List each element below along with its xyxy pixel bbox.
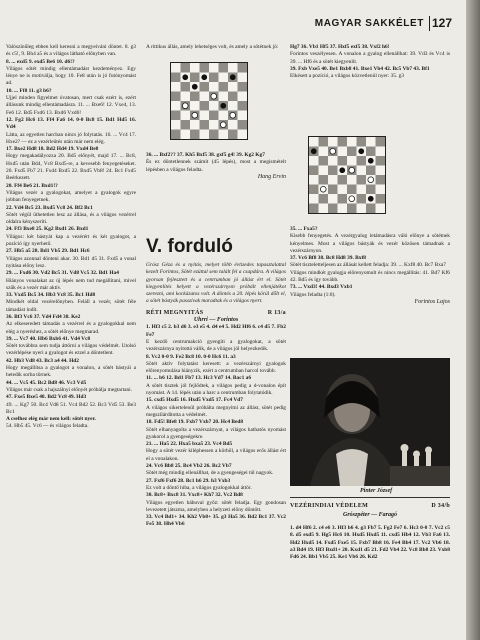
paragraph: Mindkét oldal vezérelőnyben. Feláll a vezér, sötét féle támadást indít. xyxy=(6,299,136,313)
paragraph: Sötét még mindig ellenállhat, de a gyengeségei túl nagyok. xyxy=(146,470,274,477)
paragraph: Sötét tiszteletteljesen az állását kellett feladja: 39. ... Kxf8 40. Bc7 Bxa7 xyxy=(290,262,446,269)
paragraph: Látta, az egyetlen harcban nincs jó folytatás. 16. ... Vc4 17. Hxe2? — ez a vezérleütés után már nem elég. xyxy=(6,131,136,145)
portrait-image xyxy=(290,358,450,486)
eco-code: R 13/a xyxy=(267,309,286,316)
move-line: 12. Fg2 Hc6 13. Ff4 Fa6 14. 0-0 Bc8 15. Bd1 Hd5 16. Vd4 xyxy=(6,116,136,131)
move-line: 47. Fxe5 Bxe5 48. Bd2 Vc8 49. Hd3 xyxy=(6,394,87,401)
paragraph: Hiányos vonalakat az új lépés nem tud megállítani, mivel szűk és a vezér már aktív. xyxy=(6,277,136,291)
paragraph: Ez volt a döntő hiba, a világos gyalogokkal áttör. xyxy=(146,484,252,491)
page-edge-shadow xyxy=(466,0,480,640)
author-signature: Forintos Lajos xyxy=(414,298,450,305)
paragraph: Világos vezér a gyalogokat, amelyet a gyalogok egyre jobban fenyegetnek. xyxy=(6,189,136,204)
move-line: 20. Ff4 Be6 21. Bxd1!? xyxy=(6,182,58,189)
player-photo xyxy=(290,358,450,486)
move-line: 33. Vc4 Bd1+ 34. Kh2 Vb8+ 35. g3 Ha5 36. Bd2 Bc1 37. Vc2 Fe5 38. Hh4 Vb6 xyxy=(146,514,286,528)
paragraph: Az elkeseredett támadás a vezérrel és a gyalogokkal nem elég a nyeréshez, a sötét előnye megmarad. xyxy=(6,321,136,335)
move-line: 22. Vd4 Bc5 23. Bxd5 Vc8 24. Bf2 Bc1 xyxy=(6,204,93,211)
paragraph: Világos egyetlen bábuval győz: sötét feladja. Egy gondosan levezetett játszma, amelyben a helyzeti előny döntött. xyxy=(146,499,286,513)
paragraph: Elkésett a pozíció, a világos közvetlenül nyer: 35. g3 xyxy=(290,73,405,80)
move-line: 11. ... b6 12. Bd1 Fb7 13. Hc3 Vd7 14. Bac1 a6 xyxy=(146,375,252,382)
chessboard-grid xyxy=(171,63,247,139)
paragraph: E kezdő centrumakció gyengíti a gyalogokat, a sötét vezérszárnya nyitottá válik, de a világos jól helyezkedik. xyxy=(146,338,286,353)
photo-caption: Pinter József xyxy=(360,488,393,494)
section-divider xyxy=(290,497,450,498)
page-header xyxy=(0,14,466,34)
move-line: 36. Bf3 Vc6 37. Vd4 Fd4 38. Ke2 xyxy=(6,313,81,320)
opening-name: RÉTI MEGNYITÁS xyxy=(146,309,204,316)
header-divider xyxy=(429,16,431,31)
players-line: Uhrri — Forintos xyxy=(193,317,239,324)
chess-diagram xyxy=(308,136,386,214)
move-line: 8. ... exd5 9. exd5 Be6 10. d6!? xyxy=(6,58,75,65)
intro-paragraph: Grósz Géza és a nyitás, melyet több évtizedes tapasztalattal kezelt Forintos, Sötét ezúttal sem talált fel a csapdára. A világos gyorsan fejlesztett és a centrumban jó állást ért el. Sötét kiegyenlítés helyett a vezérszárnyon próbált ellenjátékot szerezni, ami kockázatos volt. A döntés a 20. lépés körül dőlt el, a sötét bástyák passzívak maradtak és a világos nyert. xyxy=(146,262,286,305)
move-line: A cselhez elég már nem kell: sötét nyer. xyxy=(6,416,96,423)
move-line: 39. Fxb Vxe5 40. Be1 Bxb8 41. Bxe1 Vb4 42. Bc5 Vb7 43. Bf1 xyxy=(290,65,430,72)
column-left xyxy=(6,44,136,638)
move-line: 10. ... Ff8 11. g3 b6? xyxy=(6,87,52,94)
paragraph: Ujjel minden figyelmet óvatosan, mert csak ezért is, ezért állásunk mindig ellentámadásra. 11. ... Bxe6! 12. Vxe4, 13. Fe6 12. Bd5 Fxd6 13. Bxd6 Vxd6! xyxy=(6,95,136,116)
move-line: 36. ... Bxf2?? 37. Kh5 Bxf5 38. gxf5 g4! 39. Kg2 Kg7 xyxy=(146,152,265,158)
opening-heading xyxy=(146,310,286,317)
move-line: 29. ... Fxd6 30. Vd2 Bc5 31. Vd8 Vc5 32. Bd1 Ha4 xyxy=(6,270,119,277)
column-right-top xyxy=(290,44,450,126)
paragraph: A sötét tisztek jól fejlődtek, a világos pedig a d-vonalon épít nyomást. A 14. lépés után a harc a centrumban folytatódik. xyxy=(146,382,286,397)
paragraph: Hogy a sötét vezér kiléphessen a körből, a világos erős állást ért el a vonalakon. xyxy=(146,448,286,462)
move-line: 8. Vc2 0-0 9. Fe2 Bc8 10. 0-0 Hc6 11. a3 xyxy=(146,353,236,360)
column-right-annotation xyxy=(290,226,450,354)
paragraph: Világos feladta (1:0). xyxy=(290,291,336,298)
move-line: 39. ... Vc7 40. Hb6 Bxb6 41. Vd4 Vc8 xyxy=(6,335,91,342)
paragraph: Világos sötét mindig ellentámadást kezdeményez. Egy lénye ne is motiválja, hogy 10. Fe8 után is jó futónyomást ad. xyxy=(6,65,136,87)
magazine-title: MAGYAR SAKKÉLET xyxy=(314,18,424,29)
paragraph: Sötét végül üthetetlen lesz az állása, és a világos vezérrel oldalra kényszeríti. xyxy=(6,211,136,226)
move-line: 15. cxd5 Hxd5 16. Hxd5 Vxd5 17. Fc4 Vd7 xyxy=(146,397,243,404)
move-line: 1. Hf3 c5 2. b3 d6 3. e3 e5 4. d4 e4 5. Hd2 Hf6 6. c4 d5 7. Fb2 Fe7 xyxy=(146,324,286,338)
column-middle-top xyxy=(146,44,286,62)
chess-diagram xyxy=(170,62,248,140)
move-line: 17. Bxe2 Hd8 18. Bd2 Hd4 19. Vxd4 Be8 xyxy=(6,146,99,153)
paragraph: 49. ... Kg7 50. Bc4 Vd8 51. Vc4 Bd2 52. Bc3 Vd5 53. Be3 Bc1 xyxy=(6,401,136,415)
move-line: 44. ... Vc5 45. Bc2 Bd8 46. Vc3 Vd5 xyxy=(6,379,87,386)
paragraph: A világos sikertelenül próbálta megnyitni az állást, sötét pedig megszilárdította a védelmét. xyxy=(146,404,286,418)
paragraph: Sötét elhanyagolta a vezérszárnyat, a világos hathatós nyomást gyakorol a gyengeségekre. xyxy=(146,426,286,440)
paragraph: Hogy megakadályozza 20. Bd5 előnyét, majd 17. ... Bc8, Hxd5 után Bd4, Vc8 Bxd5-re, a kevesebb fenyegetéseket. 20. Fxd5 Fb7 21. Fxd4 Bxd5 22. Bxd5 Vb8! 24. Bc1 Fxd5 Beérkezett. xyxy=(6,153,136,182)
paragraph: Hogy megállítsa a gyalogot a vonalon, a sötét bástyái a hetedik sorba törnek. xyxy=(6,365,136,379)
opening-heading xyxy=(290,503,450,510)
move-line: 37. Vc6 Bf8 38. Bc8 Hd8 39. Bxf8 xyxy=(290,255,366,262)
round-heading: V. forduló xyxy=(146,236,233,257)
move-line: Hg7 36. Vb1 Hf5 37. Hxf5 exf5 38. Vxf2 h6! xyxy=(290,44,390,50)
chessboard-grid xyxy=(309,137,385,213)
move-line: 27. Fxf6 Fxf6 28. Bc1 h6 29. h3 Vxb3 xyxy=(146,477,231,484)
paragraph: Világos már csak a hajszálnyi előnyét próbálja megtartani. xyxy=(6,386,133,393)
move-line: 24. Vc6 Bb8 25. Bc4 Vb2 26. Bc2 Vb7 xyxy=(146,463,232,470)
paragraph: Sötét aktív folytatást keresett: a vezérszárnyi gyalogok előrenyomulása hiányzik, ezért a centrumban harcol tovább. xyxy=(146,360,286,375)
paragraph: Sötét továbbra sem tudja áttörni a világos védelmét. Utolsó vezérlépése nyeri a gyalogot és ezzel a döntetlent. xyxy=(6,343,136,357)
paragraph: Világos azonnal dönteni akar. 30. Bd1 d5 31. Fxd5 a vonal nyitása előny lesz. xyxy=(6,255,136,269)
paragraph: Forintos veszélyesen. A vonalon a gyalog ellenállhat: 39. Vd3 és Vc4 is 39. ... Hf6 és a sötét kiegyenlít. xyxy=(290,51,450,65)
page-number: 127 xyxy=(431,16,452,30)
move-line: 24. Ff3 Bxe8 25. Kg2 Bxd1 26. Bxd1 xyxy=(6,226,89,233)
move-line: 1. d4 Hf6 2. c4 e6 3. Hf3 b6 4. g3 Fb7 5. Fg2 Fe7 6. Hc3 0-0 7. Vc2 c5 8. d5 exd5 9. Hg5 Hc6 10. Hxd5 Hxd5 11. cxd5 Hb4 12. Vb3 Fa6 13. Hd2 Hxd5 14. Fxd5 Fxe5 15. Fxb7 Bb8 16. Fe4 Bb4 17. Vc2 Vb6 18. a3 Bd4 19. Hf3 Bxd1+ 20. Kxd1 d5 21. Fd2 Vb4 22. Vc8 Bb8 23. Vxb8 Fd6 24. Bb1 Vb5 25. Ke1 Vb6 26. Kd2 xyxy=(290,524,450,561)
paragraph: 54. Hb5 45. Vc6 — és világos feladta. xyxy=(6,423,89,430)
paragraph: Valószínűleg ebben kell keresni a megyeiváni döntet. 8. g3 és c5!, 9. Bh4 a5 és a világos látható előnyben van. xyxy=(6,44,136,58)
column-right-game xyxy=(290,503,450,567)
move-line: 30. Bc8+ Bxc8 31. Vxc8+ Kh7 32. Vc2 Bd8 xyxy=(146,492,243,499)
author-signature: Hang Ervin xyxy=(257,173,286,180)
paragraph: Világos: két bástyát kap a vezérért és két gyalogot, a pozíció így nyerhető. xyxy=(6,233,136,248)
move-line: 73. ... Vxd3! 44. Bxd3 Vxb1 xyxy=(290,284,353,291)
paragraph: A rittikus állás, amely lehetséges volt, és amely a sötétnek jó: xyxy=(146,44,279,50)
move-line: 21. ... Ha5 22. Hxa5 bxa5 23. Vc4 Bd5 xyxy=(146,441,233,448)
column-middle-annotation xyxy=(146,152,286,181)
move-line: 27. Hb5 a5 28. Bd1 Vb5 29. Bd1 Hc6 xyxy=(6,248,90,255)
players-line: Grószpéter — Faragó xyxy=(342,512,397,519)
move-line: 42. Hb3 Vd8 43. Bc3 a4 44. Hd2 xyxy=(6,357,79,364)
paragraph: Világos mindkét gyalogja előrenyomult és nincs megállítás: 41. Bd7 Kf6 42. Bd5 és így tovább. xyxy=(290,269,450,284)
paragraph: Kisebb fenyegetés. A vezérgyalog letámadásra váló előnye a sötétnek kényelmes. Most a világos bástyák és vezér közösen támadnak a vezérszárnyon. xyxy=(290,233,450,254)
move-line: 18. Fd5! Bfe8 19. Fxb7 Vxb7 20. Hc4 Bed8 xyxy=(146,419,244,426)
move-line: 33. Vxd5 Bc5 34. Hb3 Vc8 35. Bc1 Hd8 xyxy=(6,292,96,299)
move-line: 35. ... Fxa5? xyxy=(290,226,318,232)
eco-code: D 34/b xyxy=(431,503,450,509)
paragraph: És ez döntetlennek számít (45 lépés), most a megismételt lépésben a világos feladta. xyxy=(146,159,286,173)
column-middle-game xyxy=(146,262,286,638)
opening-name: VEZÉRINDIAI VÉDELEM xyxy=(290,503,369,509)
